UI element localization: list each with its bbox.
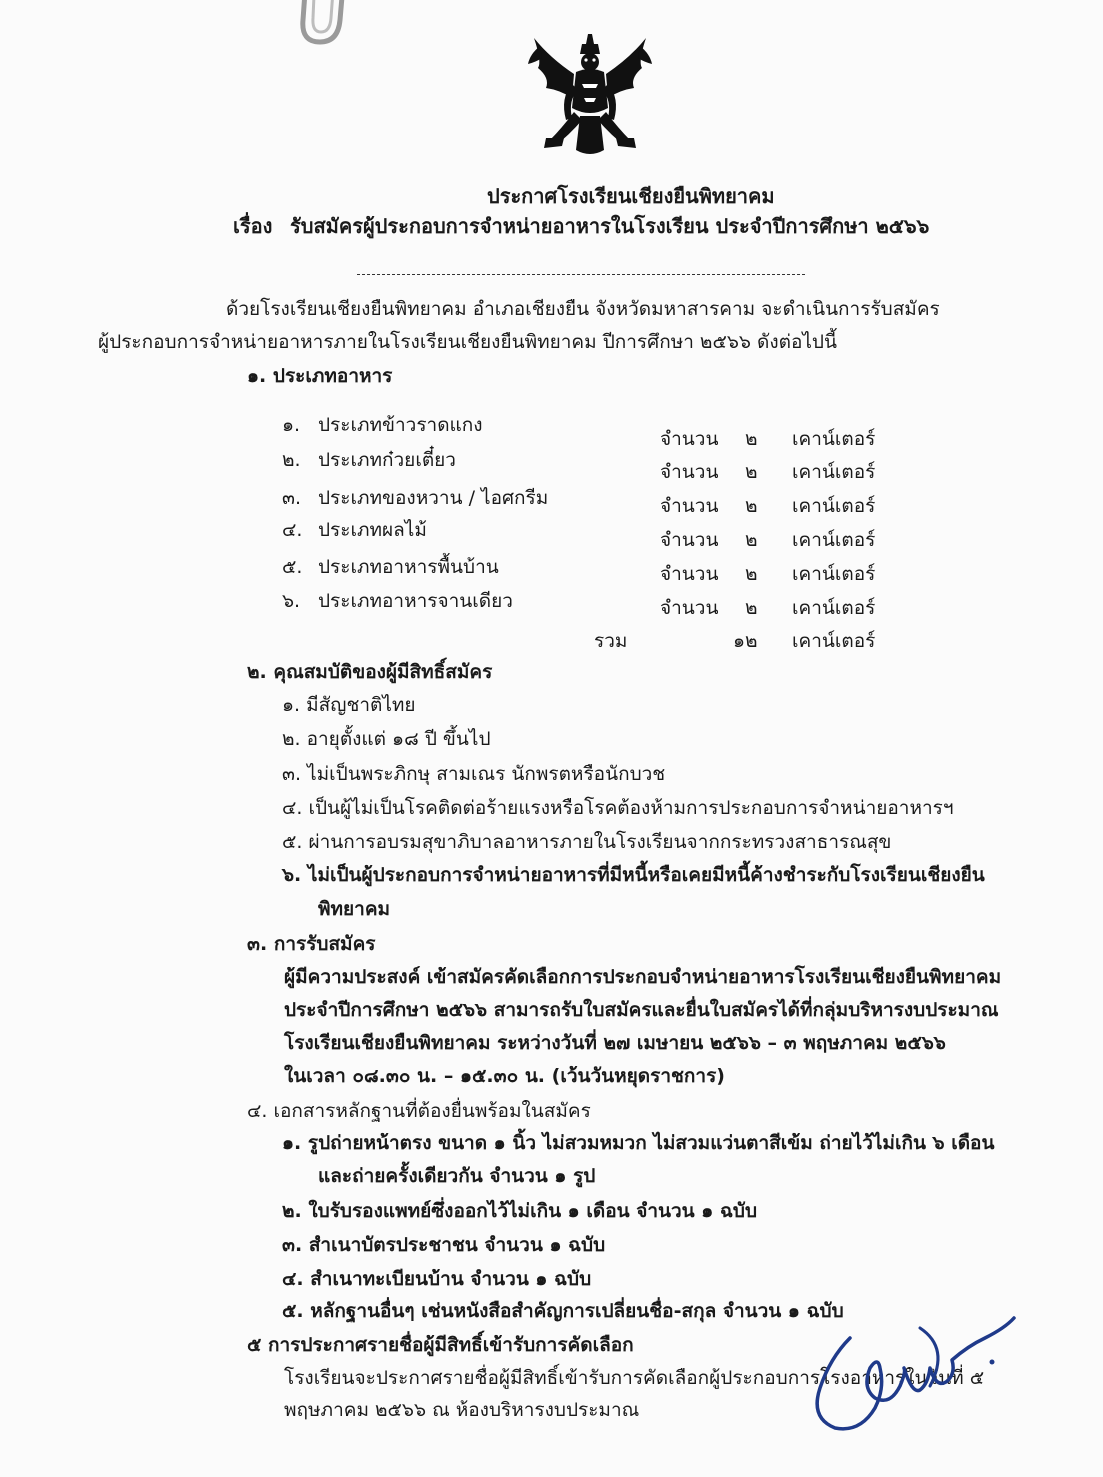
document-item: ๕. หลักฐานอื่นๆ เช่นหนังสือสำคัญการเปลี่ยนชื่อ-สกุล จำนวน ๑ ฉบับ xyxy=(282,1300,844,1322)
food-type-qty-label: จำนวน xyxy=(660,428,719,450)
food-type-unit: เคาน์เตอร์ xyxy=(792,495,876,517)
food-type-qty: ๒ xyxy=(745,597,758,619)
handwritten-signature xyxy=(780,1298,1040,1448)
food-type-unit: เคาน์เตอร์ xyxy=(792,428,876,450)
announcement-title: ประกาศโรงเรียนเชียงยืนพิทยาคม xyxy=(487,184,775,208)
food-type-name: ประเภทของหวาน / ไอศกรีม xyxy=(318,487,549,509)
garuda-emblem-icon xyxy=(520,28,660,163)
paperclip-icon xyxy=(268,0,408,80)
food-type-name: ประเภทก๋วยเตี๋ยว xyxy=(318,449,456,471)
food-type-no: ๒. xyxy=(282,449,301,471)
food-type-unit: เคาน์เตอร์ xyxy=(792,597,876,619)
intro-line-1: ด้วยโรงเรียนเชียงยืนพิทยาคม อำเภอเชียงยืน จังหวัดมหาสารคาม จะดำเนินการรับสมัคร xyxy=(226,298,940,320)
qualification-item: ๕. ผ่านการอบรมสุขาภิบาลอาหารภายในโรงเรียนจากกระทรวงสาธารณสุข xyxy=(282,831,892,853)
announcement-line: พฤษภาคม ๒๕๖๖ ณ ห้องบริหารงบประมาณ xyxy=(284,1399,640,1421)
application-line: ประจำปีการศึกษา ๒๕๖๖ สามารถรับใบสมัครและยื่นใบสมัครได้ที่กลุ่มบริหารงบประมาณ xyxy=(284,999,999,1021)
section1-heading: ๑. ประเภทอาหาร xyxy=(247,365,393,387)
total-label: รวม xyxy=(594,630,628,652)
document-item: ๒. ใบรับรองแพทย์ซึ่งออกไว้ไม่เกิน ๑ เดือน จำนวน ๑ ฉบับ xyxy=(282,1200,758,1222)
section2-heading: ๒. คุณสมบัติของผู้มีสิทธิ์สมัคร xyxy=(247,661,493,683)
food-type-name: ประเภทข้าวราดแกง xyxy=(318,414,483,436)
food-type-qty-label: จำนวน xyxy=(660,495,719,517)
food-type-qty: ๒ xyxy=(745,563,758,585)
section4-heading: ๔. เอกสารหลักฐานที่ต้องยื่นพร้อมในสมัคร xyxy=(247,1100,591,1122)
section3-heading: ๓. การรับสมัคร xyxy=(247,933,376,955)
qualification-item-continued: พิทยาคม xyxy=(318,898,391,920)
document-item-continued: และถ่ายครั้งเดียวกัน จำนวน ๑ รูป xyxy=(318,1165,596,1187)
food-type-unit: เคาน์เตอร์ xyxy=(792,529,876,551)
document-item: ๓. สำเนาบัตรประชาชน จำนวน ๑ ฉบับ xyxy=(282,1234,606,1256)
food-type-unit: เคาน์เตอร์ xyxy=(792,461,876,483)
announcement-line: โรงเรียนจะประกาศรายชื่อผู้มีสิทธิ์เข้ารับการคัดเลือกผู้ประกอบการโรงอาหารในวันที่ ๕ xyxy=(284,1367,985,1389)
food-type-no: ๔. xyxy=(282,519,303,541)
section5-heading: ๕ การประกาศรายชื่อผู้มีสิทธิ์เข้ารับการคัดเลือก xyxy=(247,1334,634,1356)
qualification-item: ๖. ไม่เป็นผู้ประกอบการจำหน่ายอาหารที่มีหนี้หรือเคยมีหนี้ค้างชำระกับโรงเรียนเชียงยืน xyxy=(282,864,985,886)
food-type-qty-label: จำนวน xyxy=(660,529,719,551)
subject-text: รับสมัครผู้ประกอบการจำหน่ายอาหารในโรงเรียน ประจำปีการศึกษา ๒๕๖๖ xyxy=(290,214,930,238)
application-line: ในเวลา ๐๘.๓๐ น. – ๑๕.๓๐ น. (เว้นวันหยุดราชการ) xyxy=(284,1065,725,1087)
food-type-name: ประเภทผลไม้ xyxy=(318,519,427,541)
food-type-name: ประเภทอาหารพื้นบ้าน xyxy=(318,556,499,578)
food-type-name: ประเภทอาหารจานเดียว xyxy=(318,590,513,612)
food-type-no: ๓. xyxy=(282,487,302,509)
qualification-item: ๒. อายุตั้งแต่ ๑๘ ปี ขึ้นไป xyxy=(282,728,491,750)
food-type-qty-label: จำนวน xyxy=(660,461,719,483)
food-type-no: ๕. xyxy=(282,556,303,578)
document-item: ๑. รูปถ่ายหน้าตรง ขนาด ๑ นิ้ว ไม่สวมหมวก ไม่สวมแว่นตาสีเข้ม ถ่ายไว้ไม่เกิน ๖ เดือน xyxy=(282,1132,995,1154)
food-type-qty-label: จำนวน xyxy=(660,563,719,585)
food-type-no: ๑. xyxy=(282,414,301,436)
food-type-no: ๖. xyxy=(282,590,301,612)
total-unit: เคาน์เตอร์ xyxy=(792,630,876,652)
food-type-qty: ๒ xyxy=(745,495,758,517)
total-qty: ๑๒ xyxy=(733,630,758,652)
qualification-item: ๑. มีสัญชาติไทย xyxy=(282,694,416,716)
food-type-unit: เคาน์เตอร์ xyxy=(792,563,876,585)
food-type-qty-label: จำนวน xyxy=(660,597,719,619)
food-type-qty: ๒ xyxy=(745,529,758,551)
qualification-item: ๓. ไม่เป็นพระภิกษุ สามเณร นักพรตหรือนักบวช xyxy=(282,763,666,785)
qualification-item: ๔. เป็นผู้ไม่เป็นโรคติดต่อร้ายแรงหรือโรคต้องห้ามการประกอบการจำหน่ายอาหารฯ xyxy=(282,797,954,819)
application-line: ผู้มีความประสงค์ เข้าสมัครคัดเลือกการประกอบจำหน่ายอาหารโรงเรียนเชียงยืนพิทยาคม xyxy=(284,966,1002,988)
food-type-qty: ๒ xyxy=(745,461,758,483)
subject-label: เรื่อง xyxy=(233,214,273,238)
food-type-qty: ๒ xyxy=(745,428,758,450)
document-item: ๔. สำเนาทะเบียนบ้าน จำนวน ๑ ฉบับ xyxy=(282,1268,592,1290)
header-divider xyxy=(357,274,805,275)
application-line: โรงเรียนเชียงยืนพิทยาคม ระหว่างวันที่ ๒๗ เมษายน ๒๕๖๖ – ๓ พฤษภาคม ๒๕๖๖ xyxy=(284,1032,946,1054)
intro-line-2: ผู้ประกอบการจำหน่ายอาหารภายในโรงเรียนเชียงยืนพิทยาคม ปีการศึกษา ๒๕๖๖ ดังต่อไปนี้ xyxy=(98,331,837,353)
